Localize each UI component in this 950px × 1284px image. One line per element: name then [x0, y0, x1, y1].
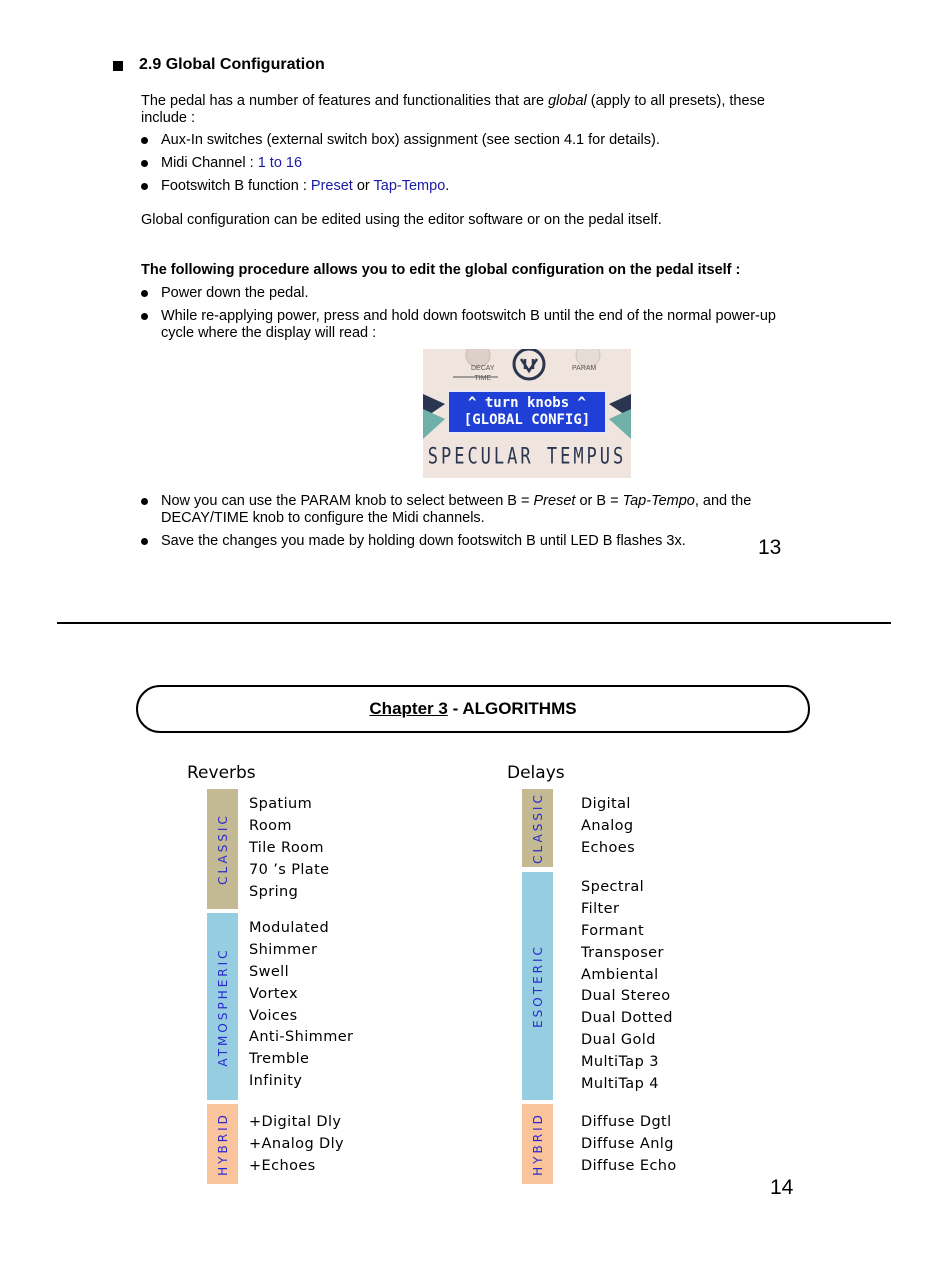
delays-classic-band [522, 789, 553, 867]
chapter-label: Chapter 3 [369, 699, 448, 718]
pedal-brand: SPECULAR TEMPUS [427, 444, 627, 470]
step-3-tap-tempo: Tap-Tempo [622, 493, 695, 509]
list-item: Spring [249, 883, 299, 900]
procedure-list-bottom [141, 493, 801, 550]
list-item: Diffuse Echo [581, 1157, 677, 1174]
list-item: Echoes [581, 839, 636, 856]
delays-classic-list [581, 794, 635, 860]
intro-text-1: The pedal has a number of features and functionalities that are [141, 93, 549, 109]
list-item: Tremble [249, 1051, 310, 1068]
decay-knob-label [471, 365, 495, 382]
intro-paragraph [141, 93, 801, 127]
chapter-heading-box [136, 685, 810, 733]
param-knob-label: PARAM [572, 365, 597, 372]
list-item: Transposer [581, 944, 664, 961]
fsb-label: Footswitch B function : [161, 178, 311, 194]
step-4-text: Save the changes you made by holding down footswitch B until LED B flashes 3x. [161, 533, 686, 549]
list-item: MultiTap 3 [581, 1054, 659, 1071]
delays-hybrid-label: HYBRID [530, 1112, 545, 1176]
list-item: Anti-Shimmer [249, 1029, 354, 1046]
step-3-a: Now you can use the PARAM knob to select between B = [161, 493, 534, 509]
list-item: Tile Room [249, 839, 324, 856]
midi-label: Midi Channel : [161, 155, 258, 171]
reverbs-atmospheric-band [207, 913, 238, 1100]
reverbs-atmospheric-label: ATMOSPHERIC [215, 946, 230, 1067]
procedure-step-1 [141, 285, 781, 302]
fsb-or: or [352, 178, 374, 194]
list-item: Ambiental [581, 966, 659, 983]
feature-aux-text: Aux-In switches (external switch box) assignment (see section 4.1 for details). [161, 132, 660, 148]
list-item: +Analog Dly [249, 1135, 345, 1152]
lcd-line-2: [GLOBAL CONFIG] [463, 412, 591, 428]
page-divider [57, 622, 891, 624]
time-label: TIME [474, 375, 492, 382]
reverbs-title: Reverbs [187, 763, 256, 783]
fsb-end: . [445, 178, 450, 194]
delays-hybrid-band [522, 1104, 553, 1184]
delays-esoteric-label: ESOTERIC [530, 944, 545, 1028]
list-item: Analog [581, 817, 634, 834]
list-item: Diffuse Anlg [581, 1135, 674, 1152]
list-item: +Echoes [249, 1157, 316, 1174]
fsb-preset: Preset [310, 178, 353, 194]
pedal-display-image [423, 349, 631, 478]
list-item: +Digital Dly [249, 1114, 342, 1130]
section-heading [113, 56, 325, 74]
step-3-c: or B = [575, 493, 623, 509]
reverbs-hybrid-list [249, 1112, 344, 1178]
procedure-list-top [141, 285, 781, 342]
section-title: 2.9 Global Configuration [139, 56, 325, 73]
list-item: Diffuse Dgtl [581, 1114, 672, 1130]
feature-midi [141, 155, 801, 172]
reverbs-atmospheric-list [249, 918, 353, 1093]
list-item: Formant [581, 922, 645, 939]
list-item: Spatium [249, 796, 313, 812]
delays-hybrid-list [581, 1112, 677, 1178]
lcd-screen [450, 395, 604, 429]
list-item: Shimmer [249, 941, 318, 958]
page-number-13: 13 [758, 536, 782, 559]
procedure-step-2 [141, 308, 781, 342]
decay-label: DECAY [471, 365, 495, 372]
fsb-tap-tempo: Tap-Tempo [373, 178, 446, 194]
feature-aux [141, 132, 801, 149]
list-item: Spectral [581, 879, 645, 895]
delays-title: Delays [507, 763, 565, 783]
intro-global-italic: global [548, 93, 587, 109]
reverbs-classic-list [249, 794, 330, 903]
list-item: Room [249, 817, 292, 834]
page-number-14: 14 [770, 1176, 794, 1199]
bullet-square-icon [113, 61, 123, 71]
delays-classic-label: CLASSIC [530, 792, 545, 864]
list-item: 70 ’s Plate [249, 861, 330, 878]
procedure-step-4 [141, 533, 801, 550]
list-item: Dual Gold [581, 1032, 656, 1049]
chapter-title: - ALGORITHMS [452, 699, 577, 718]
step-3-e: , and the DECAY/TIME knob to configure the Midi channels. [161, 493, 752, 526]
list-item: Swell [249, 963, 290, 980]
list-item: Digital [581, 796, 631, 812]
reverbs-hybrid-band [207, 1104, 238, 1184]
intro-text-2: (apply to all presets), these include : [141, 93, 765, 126]
list-item: Dual Stereo [581, 988, 671, 1005]
global-note: Global configuration can be edited using the editor software or on the pedal itself. [141, 212, 662, 228]
step-2-text: While re-applying power, press and hold down footswitch B until the end of the normal power-up cycle where the display will read : [161, 308, 776, 341]
list-item: Modulated [249, 920, 330, 936]
delays-esoteric-band [522, 872, 553, 1100]
procedure-step-3 [141, 493, 801, 527]
delays-esoteric-list [581, 877, 673, 1096]
list-item: MultiTap 4 [581, 1076, 659, 1093]
lcd-line-1: ^ turn knobs ^ [467, 395, 586, 411]
step-1-text: Power down the pedal. [161, 285, 309, 301]
feature-list [141, 132, 801, 195]
list-item: Voices [249, 1007, 298, 1024]
procedure-heading: The following procedure allows you to edit the global configuration on the pedal itself : [141, 262, 741, 278]
midi-value: 1 to 16 [257, 155, 303, 171]
step-3-preset: Preset [533, 493, 576, 509]
list-item: Filter [581, 900, 620, 917]
list-item: Vortex [249, 985, 298, 1002]
reverbs-classic-band [207, 789, 238, 909]
reverbs-hybrid-label: HYBRID [215, 1112, 230, 1176]
feature-footswitch [141, 178, 801, 195]
list-item: Dual Dotted [581, 1010, 673, 1027]
reverbs-classic-label: CLASSIC [215, 813, 230, 885]
list-item: Infinity [249, 1073, 303, 1090]
